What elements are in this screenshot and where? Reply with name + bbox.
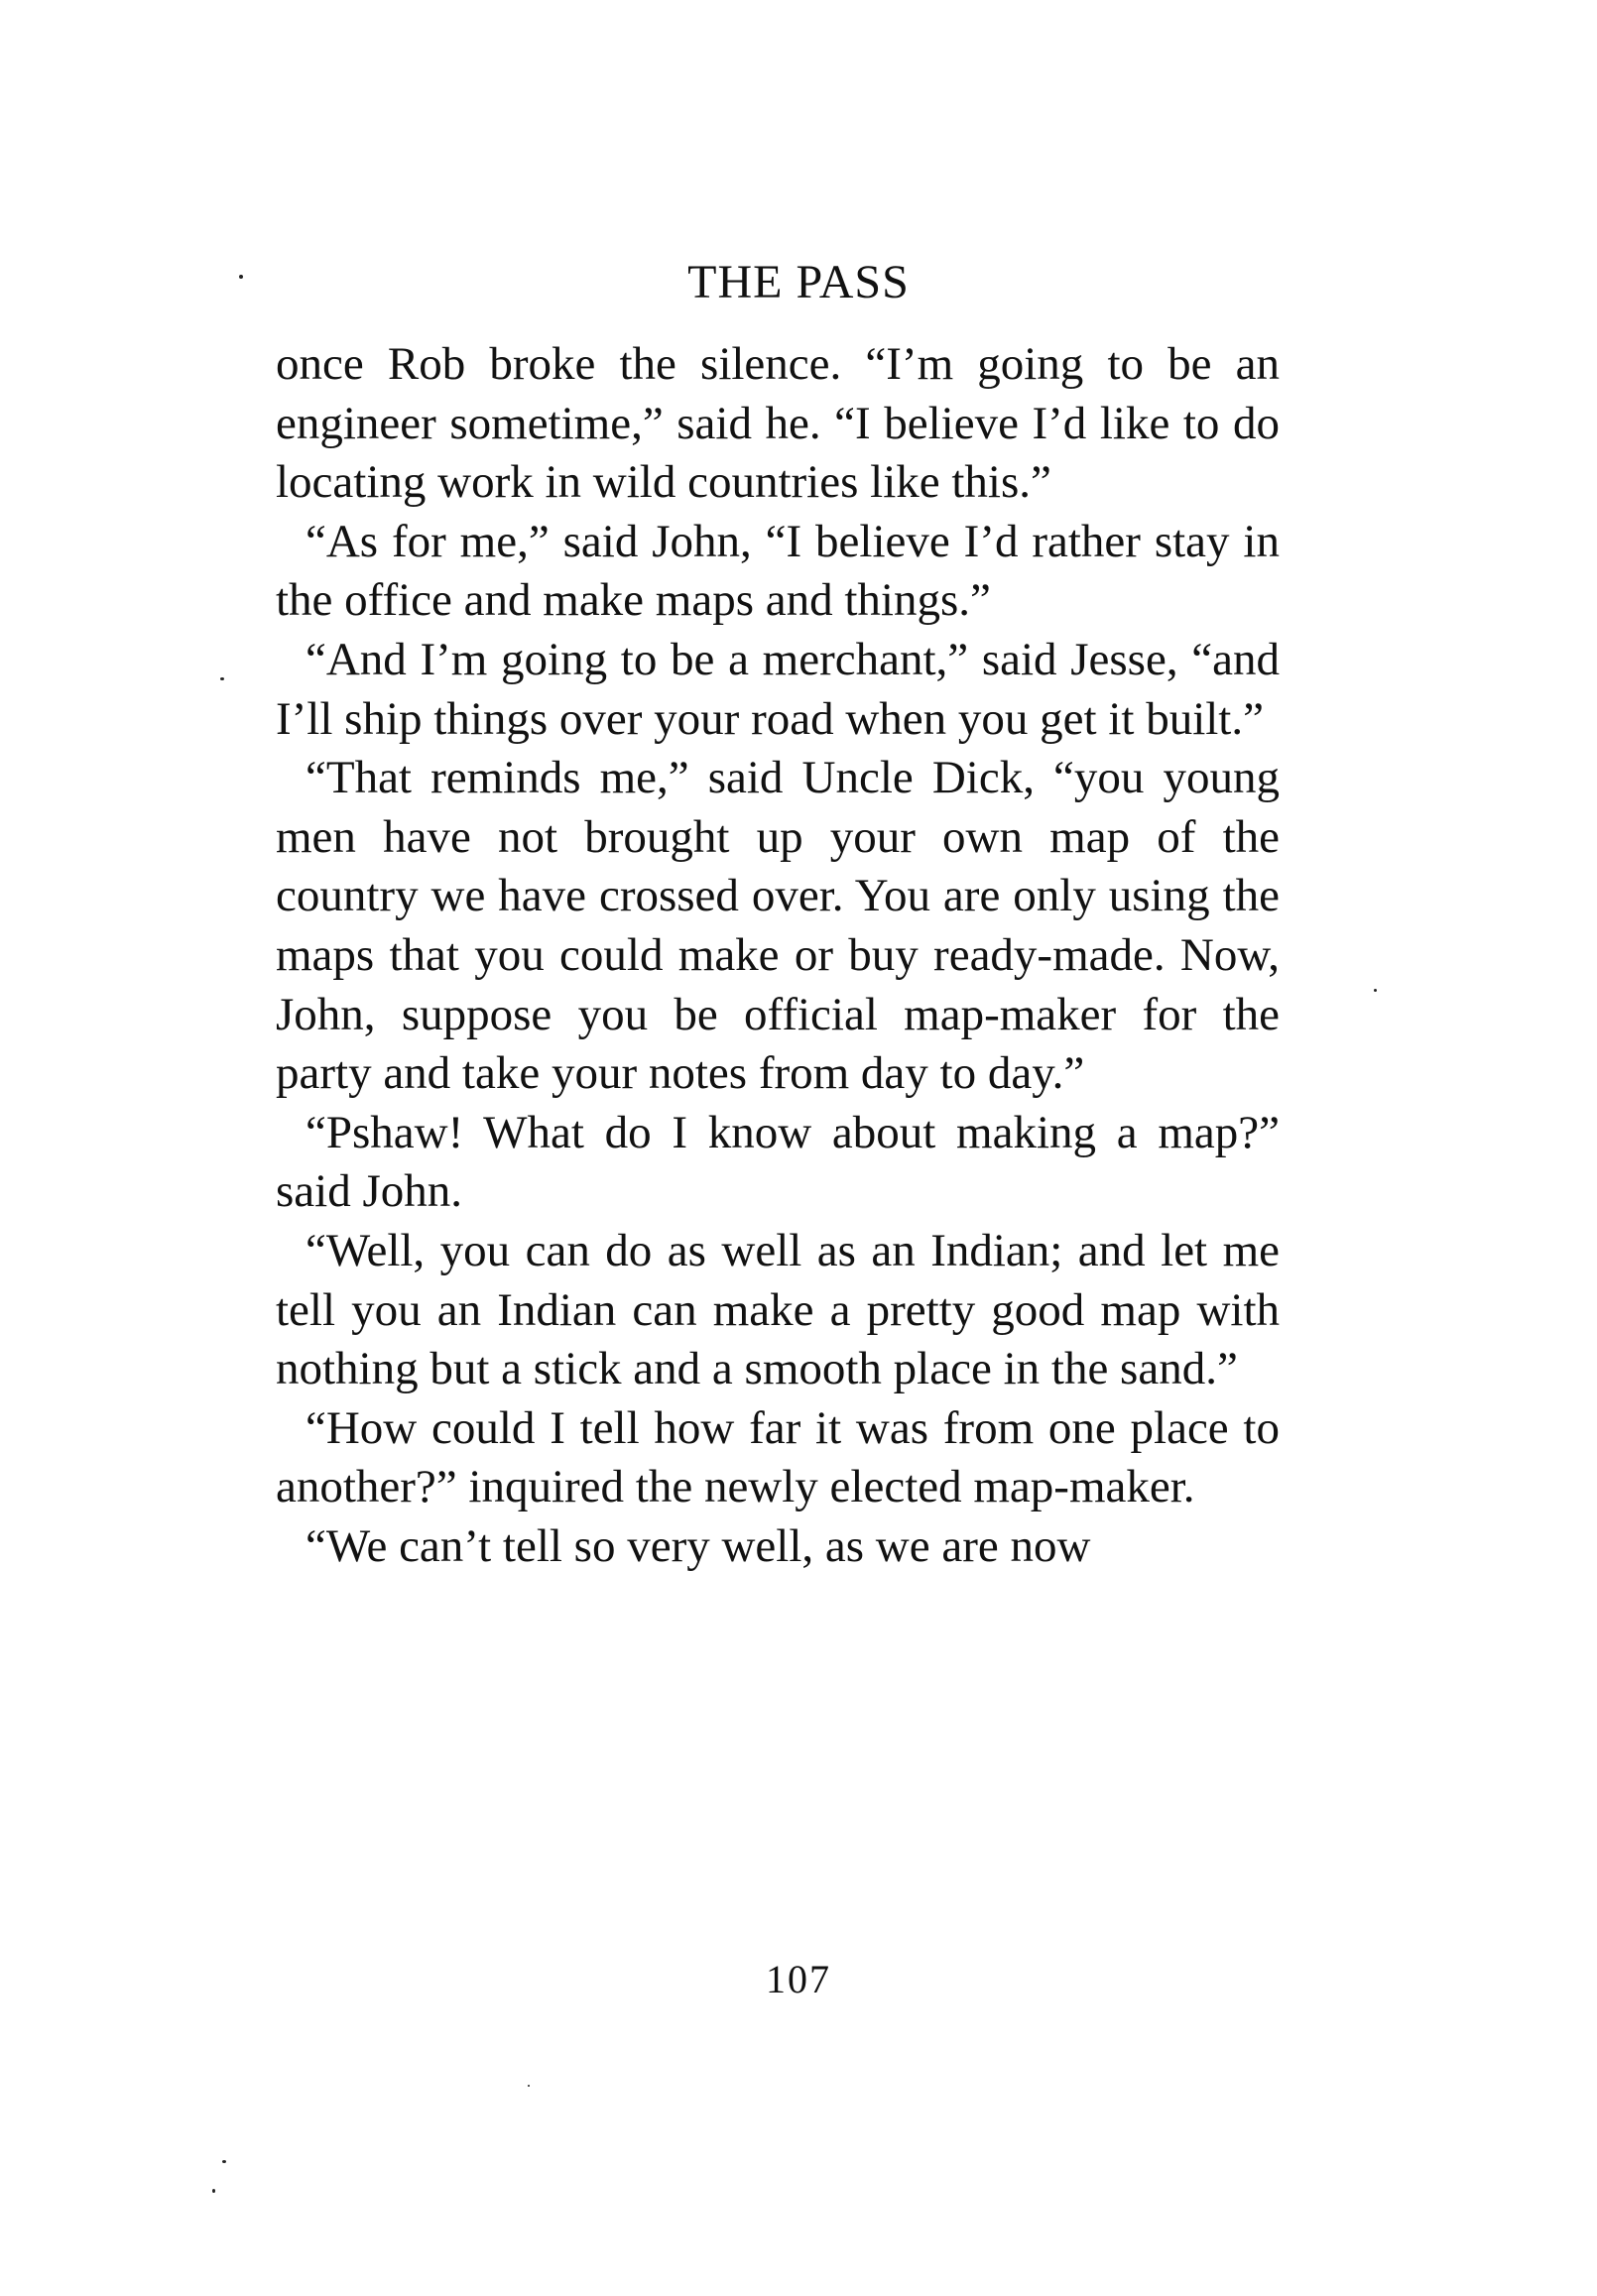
paragraph-2: “As for me,” said John, “I believe I’d rather stay in the office and make maps and things.” [276,515,1280,627]
paragraph-3: “And I’m going to be a merchant,” said Jesse, “and I’ll ship things over your road when you get it built.” [276,633,1280,745]
paragraph-7: “How could I tell how far it was from one place to another?” inquired the newly elected map-maker. [276,1401,1280,1513]
page-number: 107 [766,1957,831,2001]
body-text [276,335,1280,1576]
paragraph-5: “Pshaw! What do I know about making a map?” said John. [276,1106,1280,1218]
scan-speck [239,275,243,279]
scan-speck [1374,989,1377,992]
paragraph-8: “We can’t tell so very well, as we are now [306,1519,1091,1572]
paragraph-6: “Well, you can do as well as an Indian; and let me tell you an Indian can make a pretty good map with nothing but a stick and a smooth place in the sand.” [276,1224,1280,1395]
scan-speck [220,677,224,680]
paragraph-4: “That reminds me,” said Uncle Dick, “you young men have not brought up your own map of the country we have crossed over. You are only using the maps that you could make or buy ready-made. Now, John, suppose you be official map-maker for the party and take your notes from day to day.” [276,752,1280,1100]
scan-speck [528,2085,530,2087]
scan-speck [222,2160,226,2163]
scan-speck [212,2189,215,2193]
paragraph-1: once Rob broke the silence. “I’m going to be an engineer sometime,” said he. “I believe I’d like to do locating work in wild countries like this.” [276,338,1280,509]
running-head: THE PASS [687,256,910,308]
